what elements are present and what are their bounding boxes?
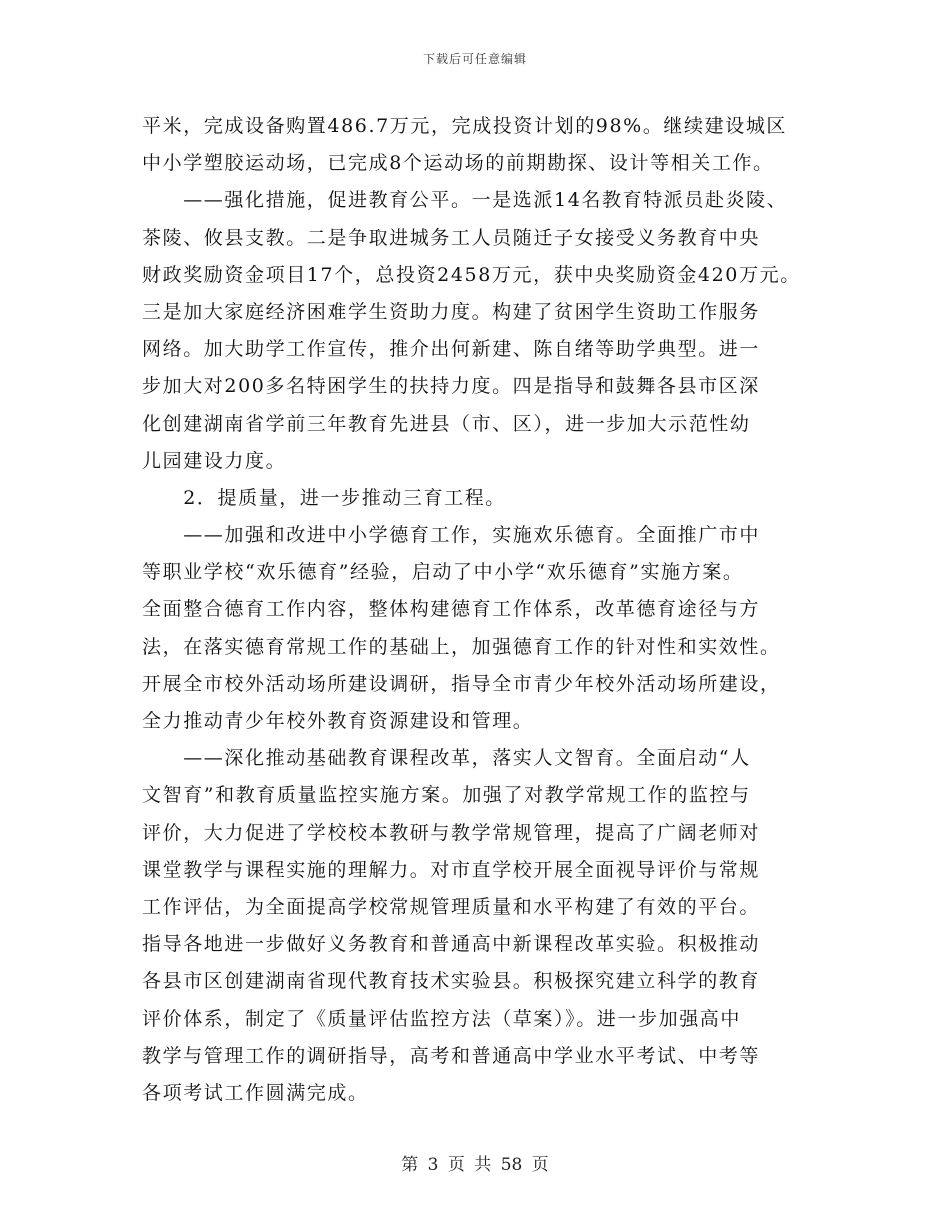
text-line: 评价体系，制定了《质量评估监控方法（草案）》。进一步加强高中 [142,1007,742,1030]
text-line: 全力推动青少年校外教育资源建设和管理。 [142,710,534,732]
document-body [142,108,832,1112]
section-heading: 2．提质量，进一步推动三育工程。 [142,486,506,509]
text-line: 评价，大力促进了学校校本教研与教学常规管理，提高了广阔老师对 [142,821,761,844]
text-line: ——加强和改进中小学德育工作，实施欢乐德育。全面推广市中 [142,524,761,547]
text-line: ——深化推动基础教育课程改革，落实人文智育。全面启动“人 [142,747,751,770]
text-line: 全面整合德育工作内容，整体构建德育工作体系，改革德育途径与方 [142,598,761,621]
text-line: 指导各地进一步做好义务教育和普通高中新课程改革实验。积极推动 [142,933,761,956]
text-line: 工作评估，为全面提高学校常规管理质量和水平构建了有效的平台。 [142,895,761,918]
text-line: 文智育”和教育质量监控实施方案。加强了对教学常规工作的监控与 [142,784,751,807]
text-line: 课堂教学与课程实施的理解力。对市直学校开展全面视导评价与常规 [142,858,761,881]
text-line: 教学与管理工作的调研指导，高考和普通高中学业水平考试、中考等 [142,1044,761,1067]
text-line: 各县市区创建湖南省现代教育技术实验县。积极探究建立科学的教育 [142,970,761,993]
page-header: 下载后可任意编辑 [422,52,527,66]
text-line: 三是加大家庭经济困难学生资助力度。构建了贫困学生资助工作服务 [142,300,761,323]
text-line: 等职业学校“欢乐德育”经验，启动了中小学“欢乐德育”实施方案。 [142,561,744,584]
text-line: 茶陵、攸县支教。二是争取进城务工人员随迁子女接受义务教育中央 [142,226,761,249]
text-line: 网络。加大助学工作宣传，推介出何新建、陈自绪等助学典型。进一 [142,338,761,361]
text-line: 各项考试工作圆满完成。 [142,1081,369,1104]
text-line: 法，在落实德育常规工作的基础上，加强德育工作的针对性和实效性。 [142,635,781,658]
text-line: 开展全市校外活动场所建设调研，指导全市青少年校外活动场所建设， [142,672,781,695]
text-line: 化创建湖南省学前三年教育先进县（市、区），进一步加大示范性幼 [142,412,751,435]
text-line: 财政奖励资金项目17个，总投资2458万元，获中央奖励资金420万元。 [142,263,801,286]
text-line: ——强化措施，促进教育公平。一是选派14名教育特派员赴炎陵、 [142,189,788,212]
text-line: 平米，完成设备购置486.7万元，完成投资计划的98%。继续建设城区 [142,115,788,137]
text-line: 步加大对200多名特困学生的扶持力度。四是指导和鼓舞各县市区深 [142,375,760,398]
text-line: 中小学塑胶运动场，已完成8个运动场的前期勘探、设计等相关工作。 [142,152,774,175]
page-number-footer: 第 3 页 共 58 页 [401,1155,549,1175]
text-line: 儿园建设力度。 [142,449,287,472]
